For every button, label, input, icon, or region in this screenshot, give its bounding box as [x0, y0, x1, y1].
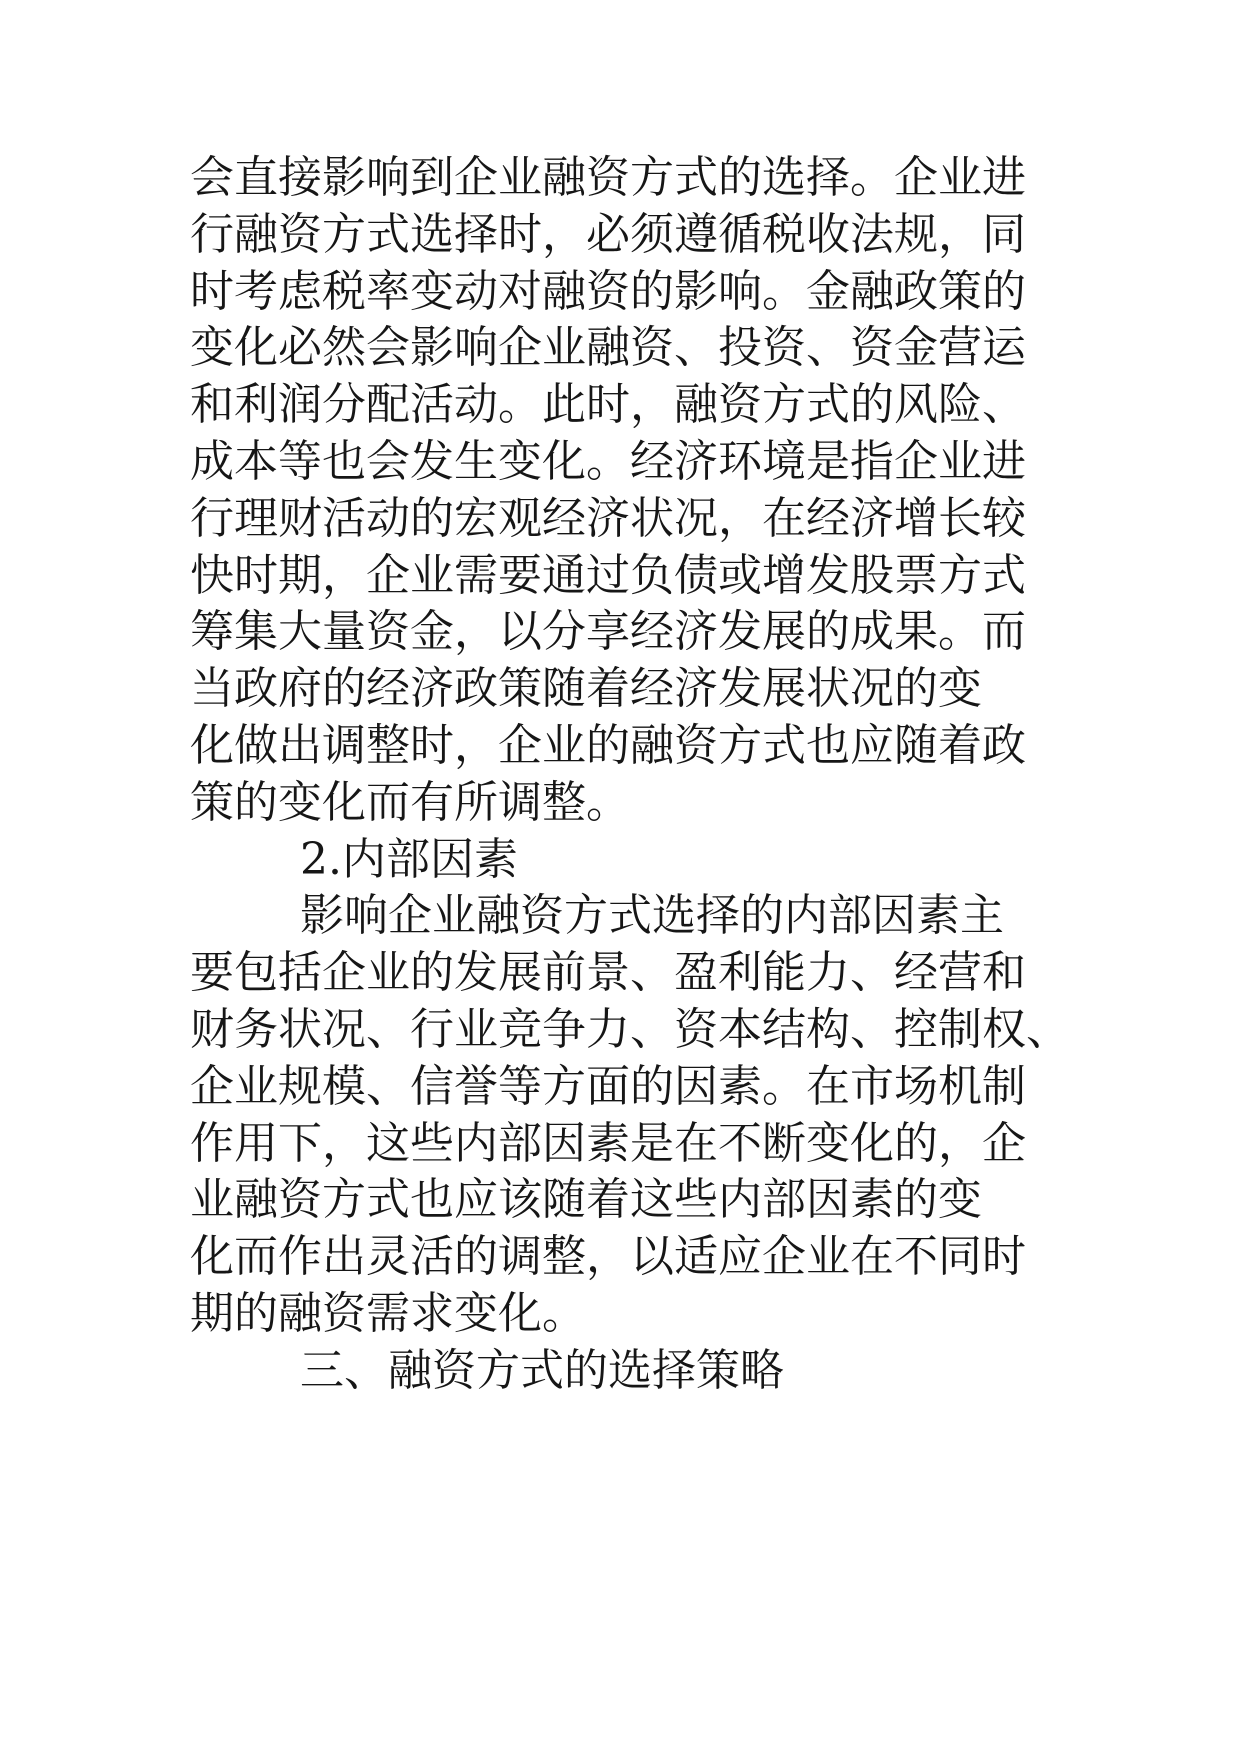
text-line: 和利润分配活动。此时，融资方式的风险、: [190, 379, 1026, 431]
text-line: 快时期，企业需要通过负债或增发股票方式: [190, 549, 1026, 601]
text-line: 化做出调整时，企业的融资方式也应随着政: [190, 719, 1026, 771]
text-line: 行理财活动的宏观经济状况，在经济增长较: [190, 492, 1026, 544]
text-line: 行融资方式选择时，必须遵循税收法规，同: [190, 208, 1026, 260]
text-line: 要包括企业的发展前景、盈利能力、经营和: [190, 947, 1026, 999]
text-line: 作用下，这些内部因素是在不断变化的，企: [190, 1117, 1026, 1169]
body-text: [190, 150, 1110, 1400]
text-line: 化而作出灵活的调整，以适应企业在不同时: [190, 1231, 1026, 1283]
text-line: 筹集大量资金，以分享经济发展的成果。而: [190, 606, 1026, 658]
text-line: 企业规模、信誉等方面的因素。在市场机制: [190, 1060, 1026, 1112]
text-line: 财务状况、行业竞争力、资本结构、控制权、: [190, 1003, 1070, 1055]
text-line: 影响企业融资方式选择的内部因素主: [300, 890, 1004, 942]
text-line: 业融资方式也应该随着这些内部因素的变: [190, 1174, 982, 1226]
text-line: 策的变化而有所调整。: [190, 776, 630, 828]
section-heading: 三、融资方式的选择策略: [300, 1344, 784, 1396]
text-line: 会直接影响到企业融资方式的选择。企业进: [190, 152, 1026, 203]
text-line: 当政府的经济政策随着经济发展状况的变: [190, 663, 982, 715]
section-heading: 2.内部因素: [300, 833, 518, 885]
text-line: 期的融资需求变化。: [190, 1287, 586, 1339]
text-line: 时考虑税率变动对融资的影响。金融政策的: [190, 265, 1026, 317]
text-line: 成本等也会发生变化。经济环境是指企业进: [190, 435, 1026, 487]
text-line: 变化必然会影响企业融资、投资、资金营运: [190, 322, 1026, 374]
